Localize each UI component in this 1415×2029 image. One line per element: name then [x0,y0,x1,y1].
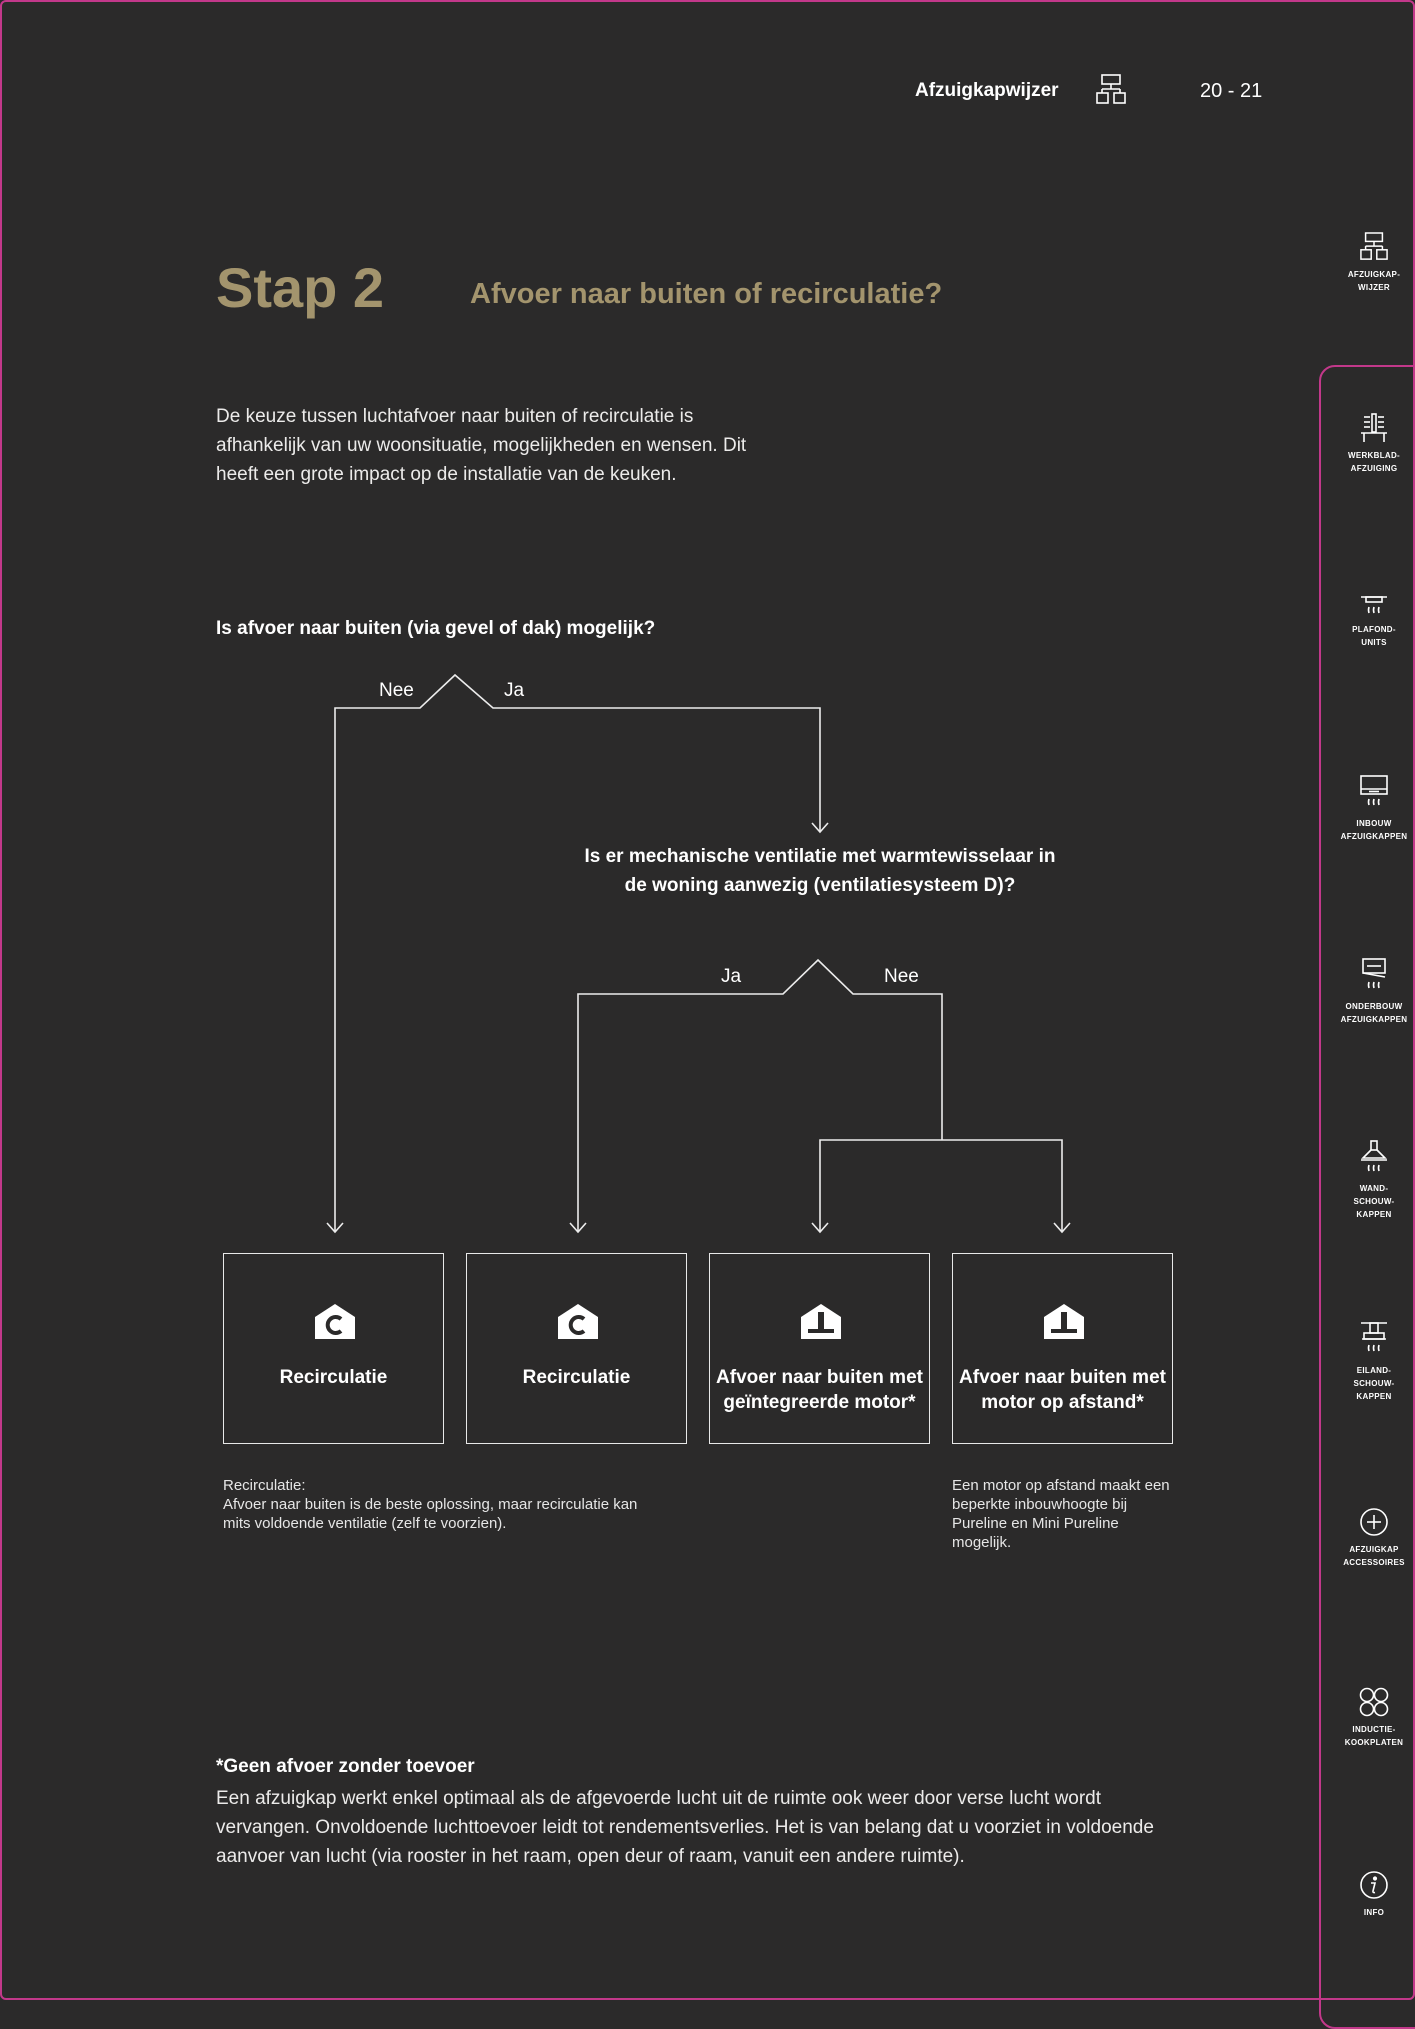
island-hood-icon [1360,1322,1388,1358]
sidebar-item-info[interactable] [1320,1870,1415,1919]
sidebar-item-label: PLAFOND- UNITS [1352,625,1396,647]
sidebar-item-label: INBOUW AFZUIGKAPPEN [1340,819,1408,841]
sidebar-item-afzuigkap-accessoires[interactable] [1320,1507,1415,1569]
sidebar-item-label: AFZUIGKAP- WIJZER [1347,270,1401,292]
intro-paragraph: De keuze tussen luchtafvoer naar buiten of recirculatie is afhankelijk van uw woonsituatie, mogelijkheden en wensen. Dit heeft een grote impact op de installatie van de keuken. [216,406,747,485]
info-icon [1359,1870,1389,1900]
footnote-body: Een afzuigkap werkt enkel optimaal als de afgevoerde lucht uit de ruimte ook weer door verse lucht wordt vervangen. Onvoldoende luchttoevoer leidt tot rendementsverlies. Het is van belang dat u voorziet in voldoende aanvoer van lucht (via rooster in het raam, open deur of raam, vanuit een andere ruimte). [216,1788,1154,1867]
recirculation-house-icon [556,1302,600,1345]
option-exhaust-remote-motor [952,1253,1173,1444]
ceiling-unit-icon [1360,595,1388,617]
sidebar-item-label: WERKBLAD- AFZUIGING [1347,451,1401,473]
recirculation-house-icon [313,1302,357,1345]
exhaust-house-icon [1042,1302,1086,1345]
induction-hob-icon [1359,1687,1389,1717]
sidebar-item-eilandschouwkappen[interactable] [1320,1322,1415,1403]
sidebar-item-plafond-units[interactable] [1320,595,1415,649]
branch-yes-label: Ja [504,680,525,701]
sidebar-item-inductie-kookplaten[interactable] [1320,1687,1415,1749]
header-title: Afzuigkapwijzer [915,80,1059,101]
flowchart-icon [1360,232,1388,262]
footnote-title: *Geen afvoer zonder toevoer [216,1756,475,1777]
note-recirculation: Recirculatie: Afvoer naar buiten is de beste oplossing, maar recirculatie kan mits voldoende ventilatie (zelf te voorzien). [223,1477,638,1532]
option-label: Recirculatie [522,1367,631,1388]
step-title: Afvoer naar buiten of recirculatie? [470,278,943,310]
page-number: 20 - 21 [1200,80,1263,102]
branch-yes-label: Ja [721,966,742,987]
option-label: Afvoer naar buiten met geïntegreerde motor* [716,1367,923,1413]
sidebar-item-label: INFO [1363,1908,1385,1917]
wall-chimney-hood-icon [1360,1140,1388,1176]
exhaust-house-icon [799,1302,843,1345]
branch-no-label: Nee [884,966,919,987]
option-label: Afvoer naar buiten met motor op afstand* [959,1367,1166,1413]
sidebar-item-onderbouw-afzuigkappen[interactable] [1320,958,1415,1026]
sidebar-item-afzuigkapwijzer[interactable] [1320,232,1415,294]
branch-no-label: Nee [379,680,414,701]
sidebar-item-label: AFZUIGKAP ACCESSOIRES [1343,1545,1405,1567]
sidebar-item-label: WAND- SCHOUW- KAPPEN [1353,1184,1395,1219]
step-number: Stap 2 [216,256,385,319]
question-outdoor-exhaust: Is afvoer naar buiten (via gevel of dak) mogelijk? [216,618,656,639]
question-ventilation-system: Is er mechanische ventilatie met warmtewisselaar in de woning aanwezig (ventilatiesysteem D)? [584,846,1056,896]
downdraft-icon [1360,413,1388,443]
option-exhaust-integrated-motor [709,1253,930,1444]
note-remote-motor: Een motor op afstand maakt een beperkte inbouwhoogte bij Pureline en Mini Pureline mogelijk. [952,1477,1170,1551]
plus-circle-icon [1359,1507,1389,1537]
option-recirculation [466,1253,687,1444]
sidebar-item-wandschouwkappen[interactable] [1320,1140,1415,1221]
sidebar-item-werkblad-afzuiging[interactable] [1320,413,1415,475]
under-cabinet-hood-icon [1360,958,1388,994]
option-label: Recirculatie [279,1367,388,1388]
sidebar-item-label: EILAND- SCHOUW- KAPPEN [1353,1366,1395,1401]
built-in-hood-icon [1360,775,1388,811]
sidebar-item-label: ONDERBOUW AFZUIGKAPPEN [1340,1002,1408,1024]
option-recirculation [223,1253,444,1444]
sidebar-item-label: INDUCTIE- KOOKPLATEN [1344,1725,1404,1747]
sidebar-item-inbouw-afzuigkappen[interactable] [1320,775,1415,843]
